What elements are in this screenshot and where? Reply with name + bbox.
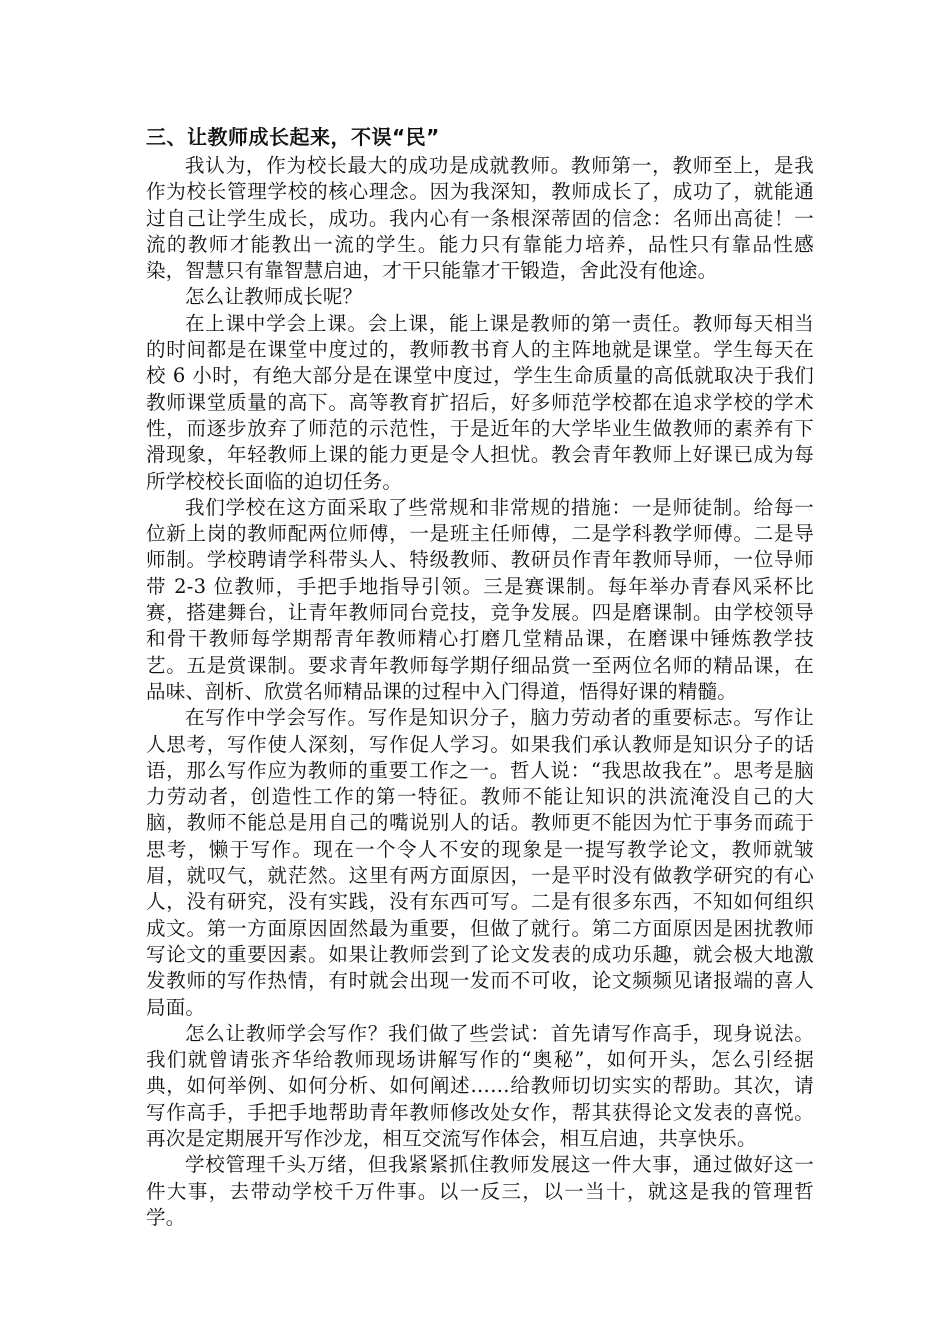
paragraph: 我们学校在这方面采取了些常规和非常规的措施：一是师徒制。给每一位新上岗的教师配两位师傅，一是班主任师傅，二是学科教学师傅。二是导师制。学校聘请学科带头人、特级教师、教研员作青年教师导师，一位导师带 2-3 位教师，手把手地指导引领。三是赛课制。每年举办青春风采杯比赛，搭建舞台，让青年教师同台竞技，竞争发展。四是磨课制。由学校领导和骨干教师每学期帮青年教师精心打磨几堂精品课，在磨课中锤炼教学技艺。五是赏课制。要求青年教师每学期仔细品赏一至两位名师的精品课，在品味、剖析、欣赏名师精品课的过程中入门得道，悟得好课的精髓。 [146,495,814,703]
paragraph: 学校管理千头万绪，但我紧紧抓住教师发展这一件大事，通过做好这一件大事，去带动学校千万件事。以一反三，以一当十，就这是我的管理哲学。 [146,1153,814,1229]
document-page [146,124,814,1231]
section-heading: 三、让教师成长起来，不误“民” [146,125,440,149]
paragraph: 在上课中学会上课。会上课，能上课是教师的第一责任。教师每天相当的时间都是在课堂中度过的，教师教书育人的主阵地就是课堂。学生每天在校 6 小时，有绝大部分是在课堂中度过，学生生命质量的高低就取决于我们教师课堂质量的高下。高等教育扩招后，好多师范学校都在追求学校的学术性，而逐步放弃了师范的示范性，于是近年的大学毕业生做教师的素养有下滑现象，年轻教师上课的能力更是令人担忧。教会青年教师上好课已成为每所学校校长面临的迫切任务。 [146,311,814,493]
paragraph: 怎么让教师成长呢？ [185,285,363,309]
paragraph: 在写作中学会写作。写作是知识分子，脑力劳动者的重要标志。写作让人思考，写作使人深刻，写作促人学习。如果我们承认教师是知识分子的话语，那么写作应为教师的重要工作之一。哲人说：“我思故我在”。思考是脑力劳动者，创造性工作的第一特征。教师不能让知识的洪流淹没自己的大脑，教师不能总是用自己的嘴说别人的话。教师更不能因为忙于事务而疏于思考，懒于写作。现在一个令人不安的现象是一提写教学论文，教师就皱眉，就叹气，就茫然。这里有两方面原因，一是平时没有做教学研究的有心人，没有研究，没有实践，没有东西可写。二是有很多东西，不知如何组织成文。第一方面原因固然最为重要，但做了就行。第二方面原因是困扰教师写论文的重要因素。如果让教师尝到了论文发表的成功乐趣，就会极大地激发教师的写作热情，有时就会出现一发而不可收，论文频频见诸报端的喜人局面。 [146,706,814,1019]
paragraph: 我认为，作为校长最大的成功是成就教师。教师第一，教师至上，是我作为校长管理学校的核心理念。因为我深知，教师成长了，成功了，就能通过自己让学生成长，成功。我内心有一条根深蒂固的信念：名师出高徒！一流的教师才能教出一流的学生。能力只有靠能力培养，品性只有靠品性感染，智慧只有靠智慧启迪，才干只能靠才干锻造，舍此没有他途。 [146,154,814,283]
paragraph: 怎么让教师学会写作？我们做了些尝试：首先请写作高手，现身说法。我们就曾请张齐华给教师现场讲解写作的“奥秘”，如何开头，怎么引经据典，如何举例、如何分析、如何阐述……给教师切切实实的帮助。其次，请写作高手，手把手地帮助青年教师修改处女作，帮其获得论文发表的喜悦。再次是定期展开写作沙龙，相互交流写作体会，相互启迪，共享快乐。 [146,1021,814,1150]
